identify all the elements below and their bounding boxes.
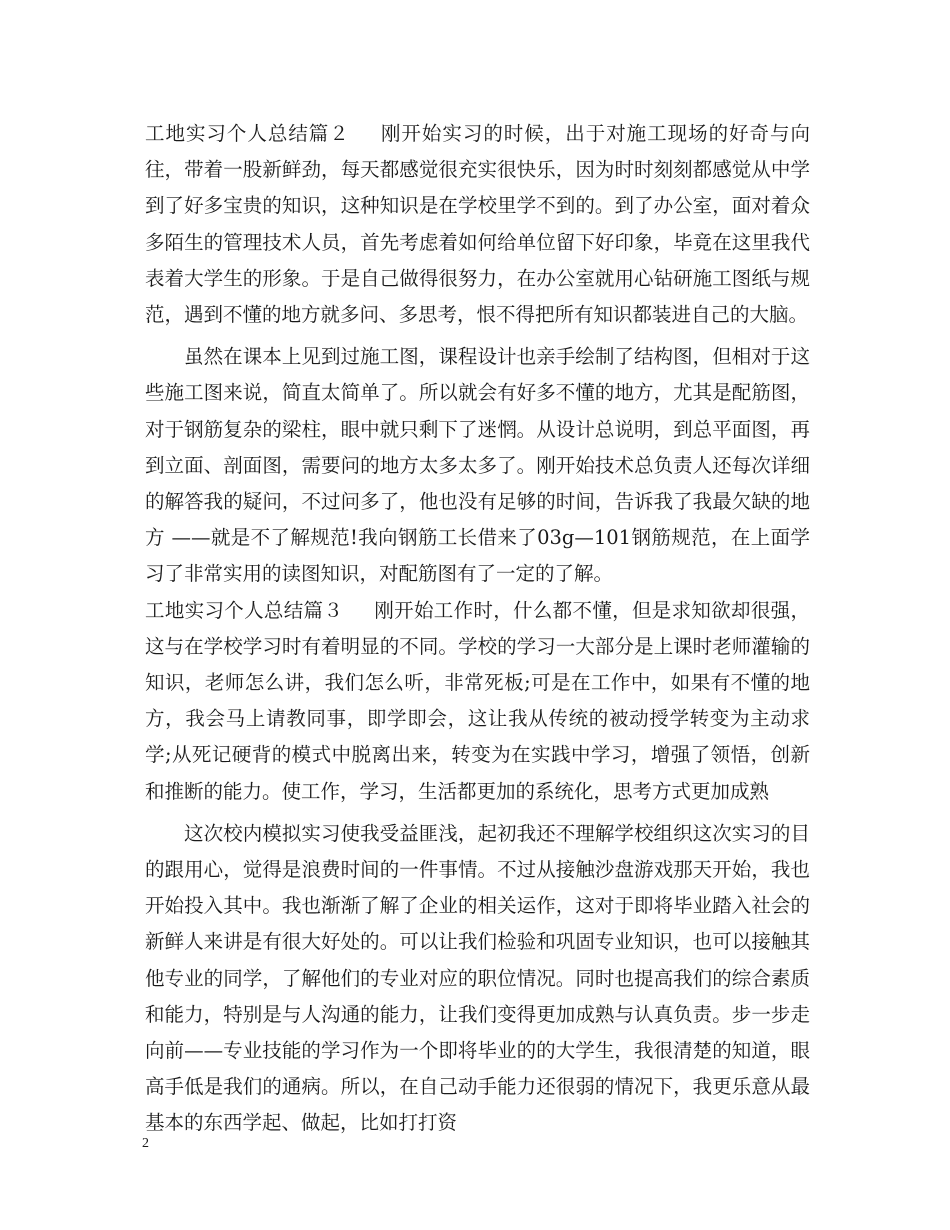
document-page [145,116,810,1142]
paragraph-1 [145,116,810,333]
paragraph-1-text: 刚开始实习的时候，出于对施工现场的好奇与向往，带着一股新鲜劲，每天都感觉很充实很快乐，因为时时刻刻都感觉从中学到了好多宝贵的知识，这种知识是在学校里学不到的。到了办公室，面对着众多陌生的管理技术人员，首先考虑着如何给单位留下好印象，毕竟在这里我代表着大学生的形象。于是自己做得很努力，在办公室就用心钻研施工图纸与规范，遇到不懂的地方就多问、多思考，恨不得把所有知识都装进自己的大脑。 [145,122,810,327]
paragraph-2: 虽然在课本上见到过施工图，课程设计也亲手绘制了结构图，但相对于这些施工图来说，简直太简单了。所以就会有好多不懂的地方，尤其是配筋图，对于钢筋复杂的梁柱，眼中就只剩下了迷惘。从设计总说明，到总平面图，再到立面、剖面图，需要问的地方太多太多了。刚开始技术总负责人还每次详细的解答我的疑问，不过问多了，他也没有足够的时间，告诉我了我最欠缺的地方 ——就是不了解规范!我向钢筋工长借来了03g—101钢筋规范，在上面学习了非常实用的读图知识，对配筋图有了一定的了解。 [145,345,810,586]
page-number: 2 [142,1136,149,1151]
paragraph-3 [145,593,810,810]
section-heading-3: 工地实习个人总结篇３ [145,598,344,622]
paragraph-3-text: 刚开始工作时，什么都不懂，但是求知欲却很强，这与在学校学习时有着明显的不同。学校的学习一大部分是上课时老师灌输的知识，老师怎么讲，我们怎么听，非常死板;可是在工作中，如果有不懂的地方，我会马上请教同事，即学即会，这让我从传统的被动授学转变为主动求学;从死记硬背的模式中脱离出来，转变为在实践中学习，增强了领悟，创新和推断的能力。使工作，学习，生活都更加的系统化，思考方式更加成熟 [145,598,810,803]
section-heading-2: 工地实习个人总结篇２ [145,122,350,145]
paragraph-4: 这次校内模拟实习使我受益匪浅，起初我还不理解学校组织这次实习的目的跟用心，觉得是浪费时间的一件事情。不过从接触沙盘游戏那天开始，我也开始投入其中。我也渐渐了解了企业的相关运作，这对于即将毕业踏入社会的新鲜人来讲是有很大好处的。可以让我们检验和巩固专业知识，也可以接触其他专业的同学，了解他们的专业对应的职位情况。同时也提高我们的综合素质和能力，特别是与人沟通的能力，让我们变得更加成熟与认真负责。步一步走向前——专业技能的学习作为一个即将毕业的的大学生，我很清楚的知道，眼高手低是我们的通病。所以，在自己动手能力还很弱的情况下，我更乐意从最基本的东西学起、做起，比如打打资 [145,821,810,1135]
